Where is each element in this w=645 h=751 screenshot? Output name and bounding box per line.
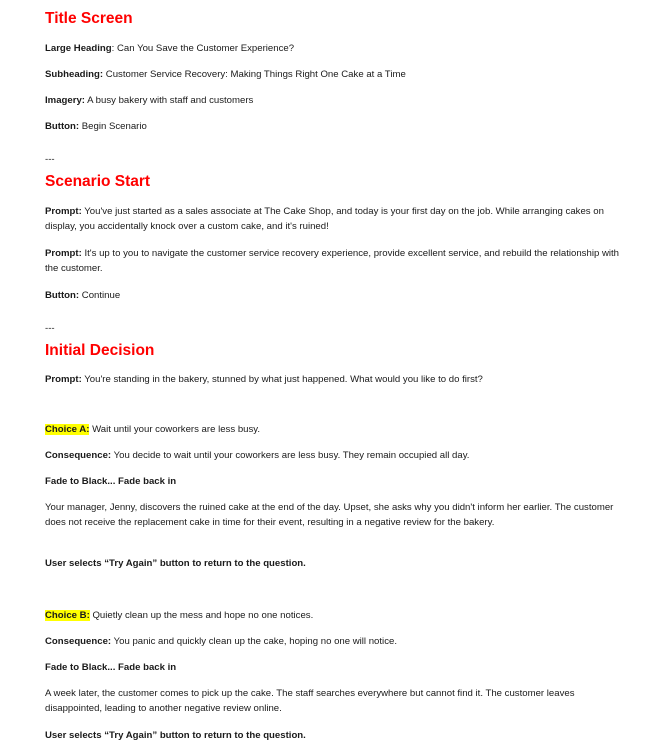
- retry-line: User selects “Try Again” button to return to the question.: [45, 730, 306, 741]
- retry-line: User selects “Try Again” button to return to the question.: [45, 558, 306, 569]
- choice-a-label: Choice A:: [45, 424, 90, 435]
- choice-b-line: [45, 609, 625, 624]
- button-line: [45, 120, 625, 135]
- section-heading-scenario-start: Scenario Start: [45, 173, 151, 190]
- choice-b-value: Quietly clean up the mess and hope no one notices.: [89, 610, 314, 621]
- imagery-line: [45, 94, 625, 109]
- button-value: Begin Scenario: [79, 121, 147, 132]
- prompt-line: [45, 205, 625, 234]
- button-line: [45, 289, 625, 304]
- large-heading-line: [45, 42, 625, 57]
- subheading-line: [45, 68, 625, 83]
- large-heading-value: Can You Save the Customer Experience?: [116, 43, 295, 54]
- choice-a-line: [45, 423, 625, 438]
- prompt-value: You're standing in the bakery, stunned by what just happened. What would you like to do first?: [81, 374, 483, 385]
- prompt-value: It's up to you to navigate the customer service recovery experience, provide excellent service, and rebuild the relationship with the customer.: [45, 248, 620, 274]
- button-value: Continue: [79, 290, 121, 301]
- fade-line: Fade to Black... Fade back in: [45, 662, 177, 673]
- prompt-line: [45, 247, 625, 276]
- prompt-label: Prompt:: [45, 248, 82, 259]
- consequence-label: Consequence:: [45, 636, 112, 647]
- prompt-label: Prompt:: [45, 374, 82, 385]
- prompt-line: [45, 373, 625, 388]
- choice-a-value: Wait until your coworkers are less busy.: [89, 424, 261, 435]
- button-label: Button:: [45, 121, 80, 132]
- separator: ---: [45, 322, 55, 334]
- separator: ---: [45, 153, 55, 165]
- section-heading-initial-decision: Initial Decision: [45, 342, 155, 359]
- consequence-value: You panic and quickly clean up the cake, hoping no one will notice.: [111, 636, 397, 647]
- large-heading-label: Large Heading: [45, 43, 112, 54]
- consequence-line: [45, 449, 625, 464]
- imagery-value: A busy bakery with staff and customers: [85, 95, 254, 106]
- outcome-paragraph: A week later, the customer comes to pick up the cake. The staff searches everywhere but cannot find it. The customer leaves disappointed, leading to another negative review online.: [45, 688, 575, 714]
- consequence-line: [45, 635, 625, 650]
- fade-line: Fade to Black... Fade back in: [45, 476, 177, 487]
- section-heading-title-screen: Title Screen: [45, 10, 133, 27]
- consequence-label: Consequence:: [45, 450, 112, 461]
- subheading-label: Subheading:: [45, 69, 104, 80]
- prompt-value: You've just started as a sales associate at The Cake Shop, and today is your first day on the job. While arranging cakes on display, you accidentally knock over a custom cake, and it's ruined!: [45, 206, 604, 232]
- imagery-label: Imagery:: [45, 95, 85, 106]
- button-label: Button:: [45, 290, 80, 301]
- large-heading-sep: :: [111, 43, 117, 54]
- subheading-value: Customer Service Recovery: Making Things Right One Cake at a Time: [103, 69, 406, 80]
- outcome-paragraph: Your manager, Jenny, discovers the ruined cake at the end of the day. Upset, she asks why you didn't inform her earlier. The customer does not receive the replacement cake in time for their event, resulting in a negative review for the bakery.: [45, 502, 614, 528]
- choice-b-label: Choice B:: [45, 610, 90, 621]
- prompt-label: Prompt:: [45, 206, 82, 217]
- consequence-value: You decide to wait until your coworkers are less busy. They remain occupied all day.: [111, 450, 470, 461]
